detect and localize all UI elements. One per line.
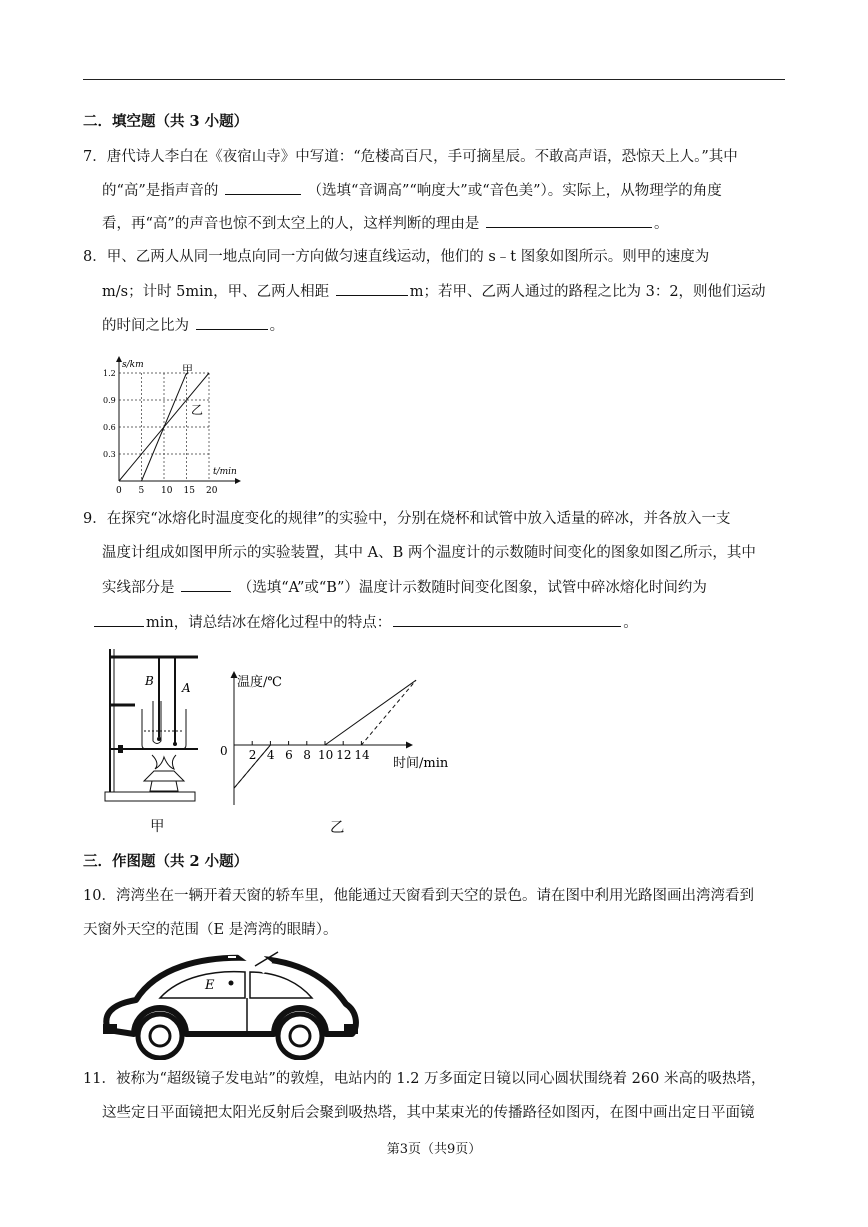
eye-label: E bbox=[205, 978, 215, 993]
x-axis-label: 时间/min bbox=[393, 756, 449, 771]
series-line-solid bbox=[234, 680, 416, 788]
series-label-jia: 甲 bbox=[182, 363, 193, 376]
y-tick-label: 0.6 bbox=[103, 423, 116, 432]
q8-line2: m/s；计时 5min，甲、乙两人相距 m；若甲、乙两人通过的路程之比为 3：2，则他们运动 bbox=[102, 281, 766, 302]
y-axis-label: 温度/℃ bbox=[237, 675, 282, 690]
answer-blank[interactable] bbox=[336, 281, 408, 296]
page-footer: 第3页（共9页） bbox=[386, 1142, 482, 1157]
x-tick-label: 15 bbox=[183, 486, 195, 496]
st-chart bbox=[100, 353, 250, 498]
answer-blank[interactable] bbox=[486, 213, 652, 228]
thermometer-A-label: A bbox=[182, 681, 191, 695]
temp-ticks bbox=[249, 741, 370, 762]
x-tick-label: 6 bbox=[285, 748, 293, 762]
answer-blank[interactable] bbox=[196, 315, 268, 330]
answer-blank[interactable] bbox=[94, 612, 144, 627]
top-rule bbox=[83, 79, 785, 80]
car-figure bbox=[100, 948, 362, 1060]
series-label-yi: 乙 bbox=[191, 403, 204, 417]
x-tick-label: 12 bbox=[336, 748, 352, 762]
origin-label: 0 bbox=[220, 744, 228, 758]
y-axis-label: s/km bbox=[122, 360, 144, 370]
answer-blank[interactable] bbox=[181, 577, 231, 592]
answer-blank[interactable] bbox=[393, 612, 621, 627]
apparatus-figure bbox=[100, 645, 210, 805]
x-tick-label: 14 bbox=[354, 748, 370, 762]
section-heading: 二．填空题（共 3 小题） bbox=[83, 113, 249, 130]
figure-label-jia: 甲 bbox=[150, 819, 165, 835]
y-tick-label: 0.3 bbox=[103, 450, 116, 459]
q10-line2: 天窗外天空的范围（E 是湾湾的眼睛）。 bbox=[83, 922, 338, 938]
st-ticks bbox=[103, 369, 218, 496]
x-tick-label: 20 bbox=[206, 486, 218, 496]
temperature-chart bbox=[215, 660, 465, 810]
q11-line2: 这些定日平面镜把太阳光反射后会聚到吸热塔，其中某束光的传播路径如图丙，在图中画出定日平面镜 bbox=[102, 1105, 755, 1121]
q9-line2: 温度计组成如图甲所示的实验装置，其中 A、B 两个温度计的示数随时间变化的图象如图乙所示，其中 bbox=[102, 545, 756, 561]
y-tick-label: 1.2 bbox=[103, 369, 116, 378]
q7-line1: 7．唐代诗人李白在《夜宿山寺》中写道：“危楼高百尺，手可摘星辰。不敢高声语，恐惊天上人。”其中 bbox=[83, 149, 738, 165]
x-tick-label: 8 bbox=[303, 748, 311, 762]
x-tick-label: 2 bbox=[248, 748, 257, 762]
q7-line3: 看，再“高”的声音也惊不到太空上的人，这样判断的理由是 。 bbox=[102, 213, 668, 234]
x-tick-label: 5 bbox=[138, 486, 145, 496]
q9-line1: 9．在探究“冰熔化时温度变化的规律”的实验中，分别在烧杯和试管中放入适量的碎冰，并各放入一支 bbox=[83, 511, 731, 527]
x-tick-label: 4 bbox=[266, 748, 275, 762]
q9-line3: 实线部分是 （选填“A”或“B”）温度计示数随时间变化图象，试管中碎冰熔化时间约为 bbox=[102, 577, 707, 598]
answer-blank[interactable] bbox=[225, 180, 301, 195]
section-heading: 三．作图题（共 2 小题） bbox=[83, 853, 249, 870]
q10-line1: 10．湾湾坐在一辆开着天窗的轿车里，他能通过天窗看到天空的景色。请在图中利用光路图画出湾湾看到 bbox=[83, 888, 754, 904]
thermometer-B-label: B bbox=[145, 674, 154, 688]
series-line-dashed bbox=[234, 680, 416, 788]
figure-label-yi: 乙 bbox=[330, 820, 345, 836]
eye-dot bbox=[229, 981, 234, 986]
q11-line1: 11．被称为“超级镜子发电站”的敦煌，电站内的 1.2 万多面定日镜以同心圆状围绕着 260 米高的吸热塔， bbox=[83, 1071, 766, 1087]
x-tick-label: 0 bbox=[116, 486, 122, 496]
q8-line1: 8．甲、乙两人从同一地点向同一方向做匀速直线运动，他们的 s﹣t 图象如图所示。则甲的速度为 bbox=[83, 249, 710, 265]
y-tick-label: 0.9 bbox=[103, 396, 116, 405]
q8-line3: 的时间之比为 。 bbox=[102, 315, 284, 336]
q9-line4: min，请总结冰在熔化过程中的特点： 。 bbox=[92, 612, 638, 633]
x-axis-label: t/min bbox=[213, 467, 237, 477]
q7-line2: 的“高”是指声音的 （选填“音调高”“响度大”或“音色美”）。实际上，从物理学的角度 bbox=[102, 180, 722, 201]
temp-series bbox=[234, 680, 416, 788]
x-tick-label: 10 bbox=[318, 748, 334, 762]
x-tick-label: 10 bbox=[161, 486, 173, 496]
